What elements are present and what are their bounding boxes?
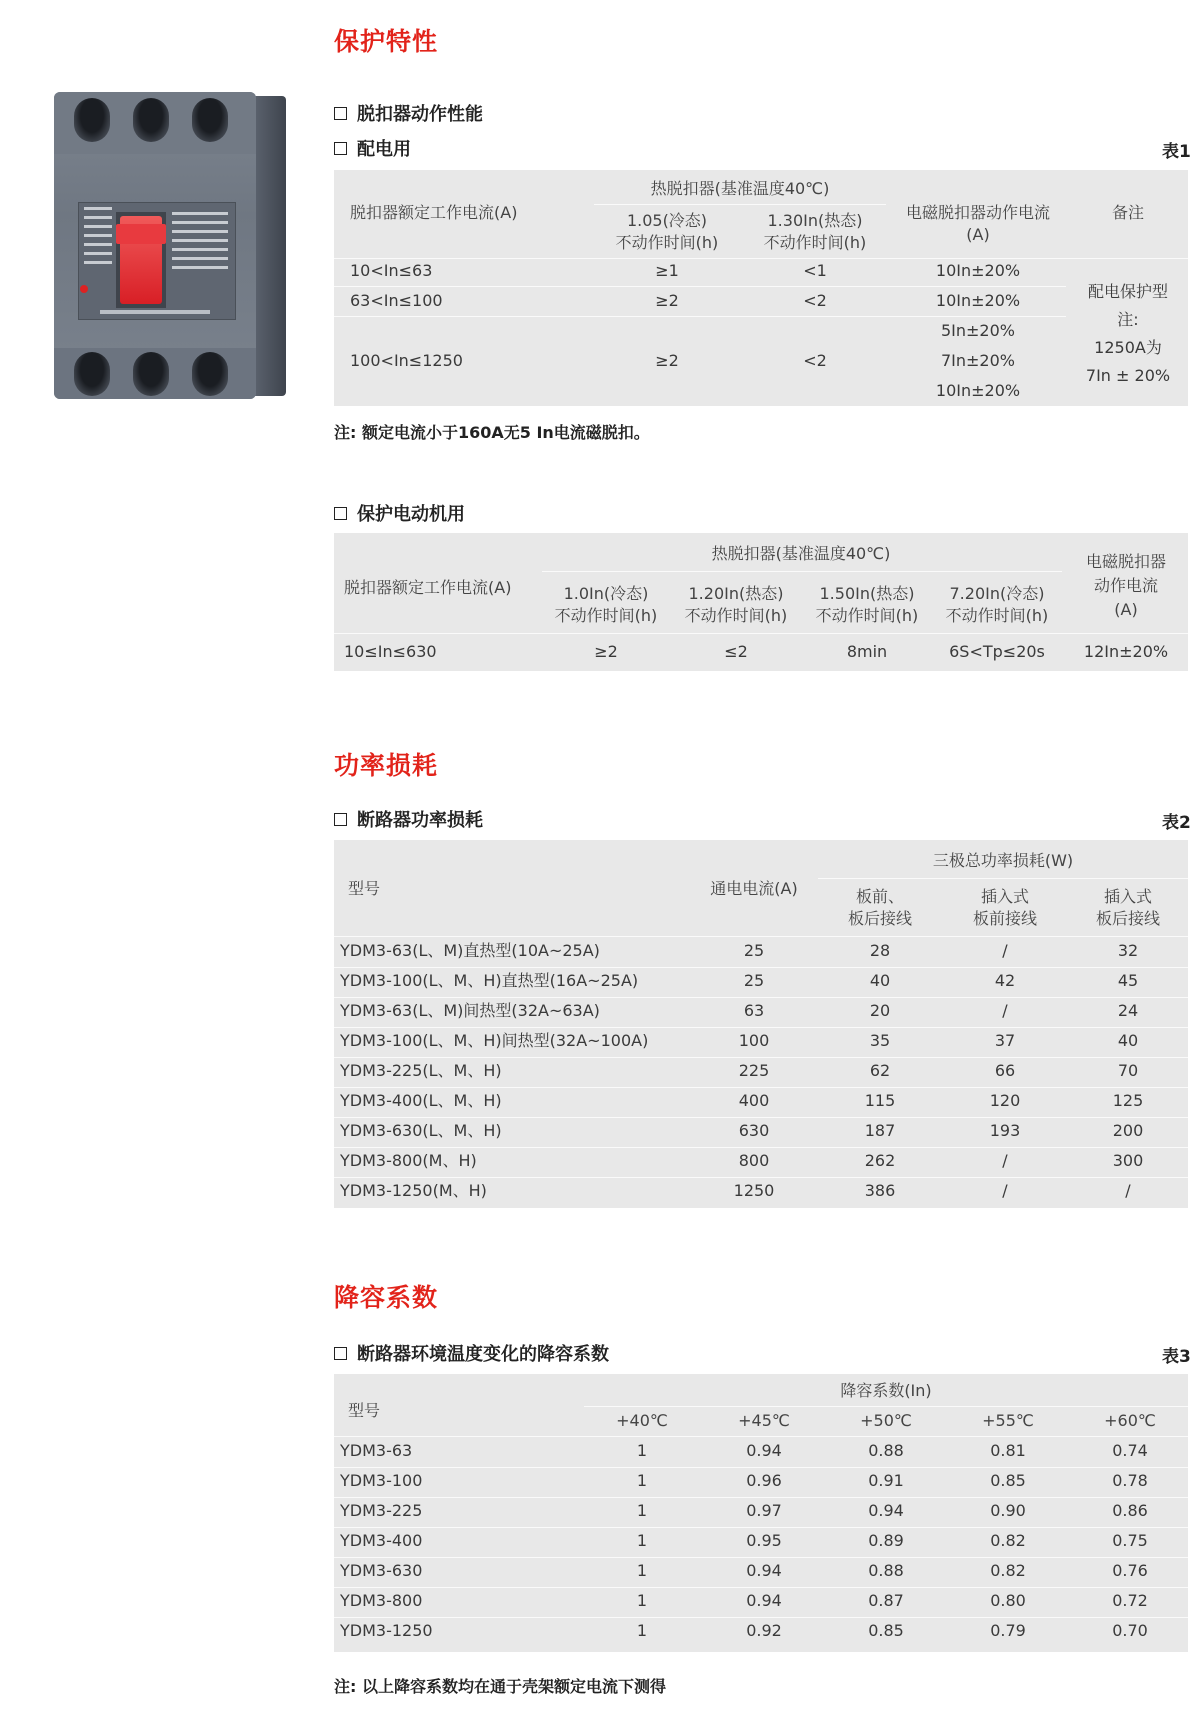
cell-v1: ≥2 [594, 642, 618, 661]
header-temp: +40℃ [616, 1411, 668, 1430]
cell-b: 37 [994, 1031, 1016, 1050]
cell-a: 187 [864, 1121, 896, 1140]
cell-em: 5In±20% [940, 321, 1015, 340]
cell-factor: 0.85 [990, 1471, 1026, 1490]
cell-factor: 0.90 [990, 1501, 1026, 1520]
cell-factor: 0.88 [868, 1561, 904, 1580]
subheading-distribution: 配电用 [334, 135, 411, 161]
header-c1-unit: 不动作时间(h) [554, 606, 658, 625]
cell-t2: <1 [803, 261, 827, 280]
cell-b: 66 [994, 1061, 1016, 1080]
header-current: 通电电流(A) [710, 879, 798, 898]
header-temp: +55℃ [982, 1411, 1034, 1430]
cell-factor: 0.94 [746, 1561, 782, 1580]
cell-v5: 12In±20% [1083, 642, 1169, 661]
header-t1-unit: 不动作时间(h) [615, 233, 719, 252]
checkbox-square-icon [334, 1347, 347, 1360]
table-number: 表1 [1162, 142, 1191, 162]
cell-factor: 0.92 [746, 1621, 782, 1640]
header-c3: 插入式 [1103, 887, 1152, 906]
breaker-rating-text [84, 207, 112, 277]
header-c2: 1.20In(热态) [688, 584, 784, 603]
header-temp: +45℃ [738, 1411, 790, 1430]
header-t1: 1.05(冷态) [626, 211, 708, 230]
cell-b: / [1002, 1001, 1008, 1020]
cell-model: YDM3-400(L、M、H) [340, 1091, 502, 1110]
cell-c: 32 [1117, 941, 1139, 960]
cell-factor: 1 [636, 1471, 648, 1490]
cell-factor: 0.95 [746, 1531, 782, 1550]
cell-em: 10In±20% [935, 291, 1021, 310]
header-c2-unit: 不动作时间(h) [684, 606, 788, 625]
breaker-maker-label [100, 310, 210, 314]
cell-range: 10<In≤63 [350, 261, 433, 280]
cell-factor: 0.94 [868, 1501, 904, 1520]
cell-v3: 8min [846, 642, 888, 661]
cell-model: YDM3-100 [340, 1471, 423, 1490]
cell-b: / [1002, 1151, 1008, 1170]
cell-current: 25 [743, 941, 765, 960]
table-number: 表2 [1162, 813, 1191, 833]
cell-current: 25 [743, 971, 765, 990]
cell-factor: 1 [636, 1501, 648, 1520]
header-thermal: 热脱扣器(基准温度40℃) [711, 544, 891, 563]
cell-model: YDM3-63(L、M)间热型(32A~63A) [340, 1001, 600, 1020]
cell-factor: 0.70 [1112, 1621, 1148, 1640]
cell-current: 225 [738, 1061, 770, 1080]
section-title-protection: 保护特性 [334, 27, 439, 56]
header-c3-b: 板后接线 [1095, 909, 1160, 928]
cell-t2: <2 [803, 291, 827, 310]
cell-a: 35 [869, 1031, 891, 1050]
cell-factor: 0.91 [868, 1471, 904, 1490]
header-c3: 1.50In(热态) [819, 584, 915, 603]
header-c2: 插入式 [980, 887, 1029, 906]
cell-em: 7In±20% [940, 351, 1015, 370]
cell-c: 125 [1112, 1091, 1144, 1110]
breaker-handle-grip [116, 224, 166, 244]
subheading-derating: 断路器环境温度变化的降容系数 [334, 1340, 609, 1366]
cell-factor: 0.96 [746, 1471, 782, 1490]
cell-factor: 0.79 [990, 1621, 1026, 1640]
cell-a: 62 [869, 1061, 891, 1080]
cell-factor: 1 [636, 1531, 648, 1550]
cell-t1: ≥2 [655, 351, 679, 370]
cell-a: 28 [869, 941, 891, 960]
cell-a: 115 [864, 1091, 896, 1110]
breaker-test-button [80, 285, 88, 293]
cell-model: YDM3-800 [340, 1591, 423, 1610]
cell-model: YDM3-63 [340, 1441, 413, 1460]
subheading-release-performance: 脱扣器动作性能 [334, 100, 483, 126]
header-remark: 备注 [1111, 203, 1144, 222]
header-c5-unit: (A) [1114, 600, 1138, 619]
table-power-loss [334, 840, 1188, 1208]
cell-t2: <2 [803, 351, 827, 370]
terminal-hole [192, 352, 228, 396]
header-total-loss: 三极总功率损耗(W) [932, 851, 1074, 870]
cell-current: 400 [738, 1091, 770, 1110]
cell-range: 100<In≤1250 [350, 351, 463, 370]
header-temp: +60℃ [1104, 1411, 1156, 1430]
header-temp: +50℃ [860, 1411, 912, 1430]
cell-factor: 1 [636, 1441, 648, 1460]
cell-factor: 1 [636, 1591, 648, 1610]
cell-b: 120 [989, 1091, 1021, 1110]
cell-range: 63<In≤100 [350, 291, 443, 310]
cell-a: 386 [864, 1181, 896, 1200]
cell-model: YDM3-400 [340, 1531, 423, 1550]
header-rated-current: 脱扣器额定工作电流(A) [350, 203, 518, 222]
section-title-power-loss: 功率损耗 [334, 751, 439, 780]
cell-a: 40 [869, 971, 891, 990]
subheading-power-loss: 断路器功率损耗 [334, 806, 483, 832]
cell-factor: 0.82 [990, 1531, 1026, 1550]
cell-model: YDM3-100(L、M、H)间热型(32A~100A) [340, 1031, 649, 1050]
header-factor: 降容系数(In) [840, 1381, 932, 1400]
cell-current: 63 [743, 1001, 765, 1020]
cell-model: YDM3-1250(M、H) [340, 1181, 487, 1200]
section-title-derating: 降容系数 [334, 1283, 439, 1312]
header-t2-unit: 不动作时间(h) [763, 233, 867, 252]
cell-b: 42 [994, 971, 1016, 990]
cell-factor: 0.80 [990, 1591, 1026, 1610]
cell-factor: 0.86 [1112, 1501, 1148, 1520]
cell-factor: 0.94 [746, 1441, 782, 1460]
cell-factor: 0.85 [868, 1621, 904, 1640]
header-c3-unit: 不动作时间(h) [815, 606, 919, 625]
cell-model: YDM3-225(L、M、H) [340, 1061, 502, 1080]
cell-current: 100 [738, 1031, 770, 1050]
header-c1: 1.0In(冷态) [563, 584, 649, 603]
cell-current: 1250 [733, 1181, 775, 1200]
cell-factor: 0.75 [1112, 1531, 1148, 1550]
cell-em: 10In±20% [935, 261, 1021, 280]
subheading-motor-protection: 保护电动机用 [334, 500, 465, 526]
cell-model: YDM3-630(L、M、H) [340, 1121, 502, 1140]
cell-v2: ≤2 [724, 642, 748, 661]
header-c2-b: 板前接线 [972, 909, 1037, 928]
note-distribution: 注: 额定电流小于160A无5 In电流磁脱扣。 [334, 423, 650, 442]
cell-c: 40 [1117, 1031, 1139, 1050]
cell-b: 193 [989, 1121, 1021, 1140]
table-derating [334, 1374, 1188, 1652]
cell-a: 20 [869, 1001, 891, 1020]
header-rated-current: 脱扣器额定工作电流(A) [344, 578, 512, 597]
cell-factor: 0.87 [868, 1591, 904, 1610]
cell-remark: 配电保护型 注: 1250A为 7In ± 20% [1085, 282, 1171, 385]
cell-c: 70 [1117, 1061, 1139, 1080]
terminal-hole [133, 352, 169, 396]
cell-factor: 0.78 [1112, 1471, 1148, 1490]
checkbox-square-icon [334, 507, 347, 520]
header-c1: 板前、 [855, 887, 904, 906]
header-t2: 1.30In(热态) [767, 211, 863, 230]
checkbox-square-icon [334, 813, 347, 826]
terminal-hole [74, 352, 110, 396]
cell-model: YDM3-1250 [340, 1621, 433, 1640]
cell-model: YDM3-630 [340, 1561, 423, 1580]
table-motor-protection [334, 533, 1188, 671]
terminal-hole [74, 98, 110, 142]
cell-factor: 0.72 [1112, 1591, 1148, 1610]
header-em-unit: (A) [966, 225, 990, 244]
cell-factor: 0.89 [868, 1531, 904, 1550]
cell-factor: 1 [636, 1561, 648, 1580]
cell-b: / [1002, 941, 1008, 960]
breaker-rating-text [172, 212, 228, 282]
cell-model: YDM3-225 [340, 1501, 423, 1520]
cell-c: 45 [1117, 971, 1139, 990]
cell-factor: 0.82 [990, 1561, 1026, 1580]
checkbox-square-icon [334, 142, 347, 155]
cell-t1: ≥2 [655, 291, 679, 310]
note-derating: 注: 以上降容系数均在通于壳架额定电流下测得 [334, 1677, 666, 1696]
terminal-hole [133, 98, 169, 142]
cell-factor: 0.81 [990, 1441, 1026, 1460]
cell-factor: 1 [636, 1621, 648, 1640]
breaker-side [252, 96, 286, 396]
terminal-hole [192, 98, 228, 142]
header-em: 电磁脱扣器动作电流 [905, 203, 1050, 222]
cell-v4: 6S<Tp≤20s [949, 642, 1045, 661]
cell-factor: 0.97 [746, 1501, 782, 1520]
cell-em: 10In±20% [935, 381, 1021, 400]
cell-model: YDM3-63(L、M)直热型(10A~25A) [340, 941, 600, 960]
header-c4-unit: 不动作时间(h) [945, 606, 1049, 625]
cell-factor: 0.94 [746, 1591, 782, 1610]
cell-t1: ≥1 [655, 261, 679, 280]
cell-factor: 0.76 [1112, 1561, 1148, 1580]
header-c5-b: 动作电流 [1093, 576, 1158, 595]
cell-b: / [1002, 1181, 1008, 1200]
checkbox-square-icon [334, 107, 347, 120]
header-model: 型号 [348, 1401, 381, 1420]
cell-c: 300 [1112, 1151, 1144, 1170]
cell-model: YDM3-800(M、H) [340, 1151, 477, 1170]
cell-range: 10≤In≤630 [344, 642, 437, 661]
header-c1-b: 板后接线 [847, 909, 912, 928]
header-c5: 电磁脱扣器 [1085, 552, 1166, 571]
header-thermal: 热脱扣器(基准温度40℃) [650, 179, 830, 198]
cell-model: YDM3-100(L、M、H)直热型(16A~25A) [340, 971, 639, 990]
table-distribution [334, 170, 1188, 406]
cell-factor: 0.74 [1112, 1441, 1148, 1460]
cell-c: 200 [1112, 1121, 1144, 1140]
cell-current: 800 [738, 1151, 770, 1170]
cell-c: 24 [1117, 1001, 1139, 1020]
table-number: 表3 [1162, 1347, 1191, 1367]
cell-current: 630 [738, 1121, 770, 1140]
header-c4: 7.20In(冷态) [949, 584, 1045, 603]
cell-factor: 0.88 [868, 1441, 904, 1460]
cell-a: 262 [864, 1151, 896, 1170]
header-model: 型号 [348, 879, 381, 898]
cell-c: / [1125, 1181, 1131, 1200]
